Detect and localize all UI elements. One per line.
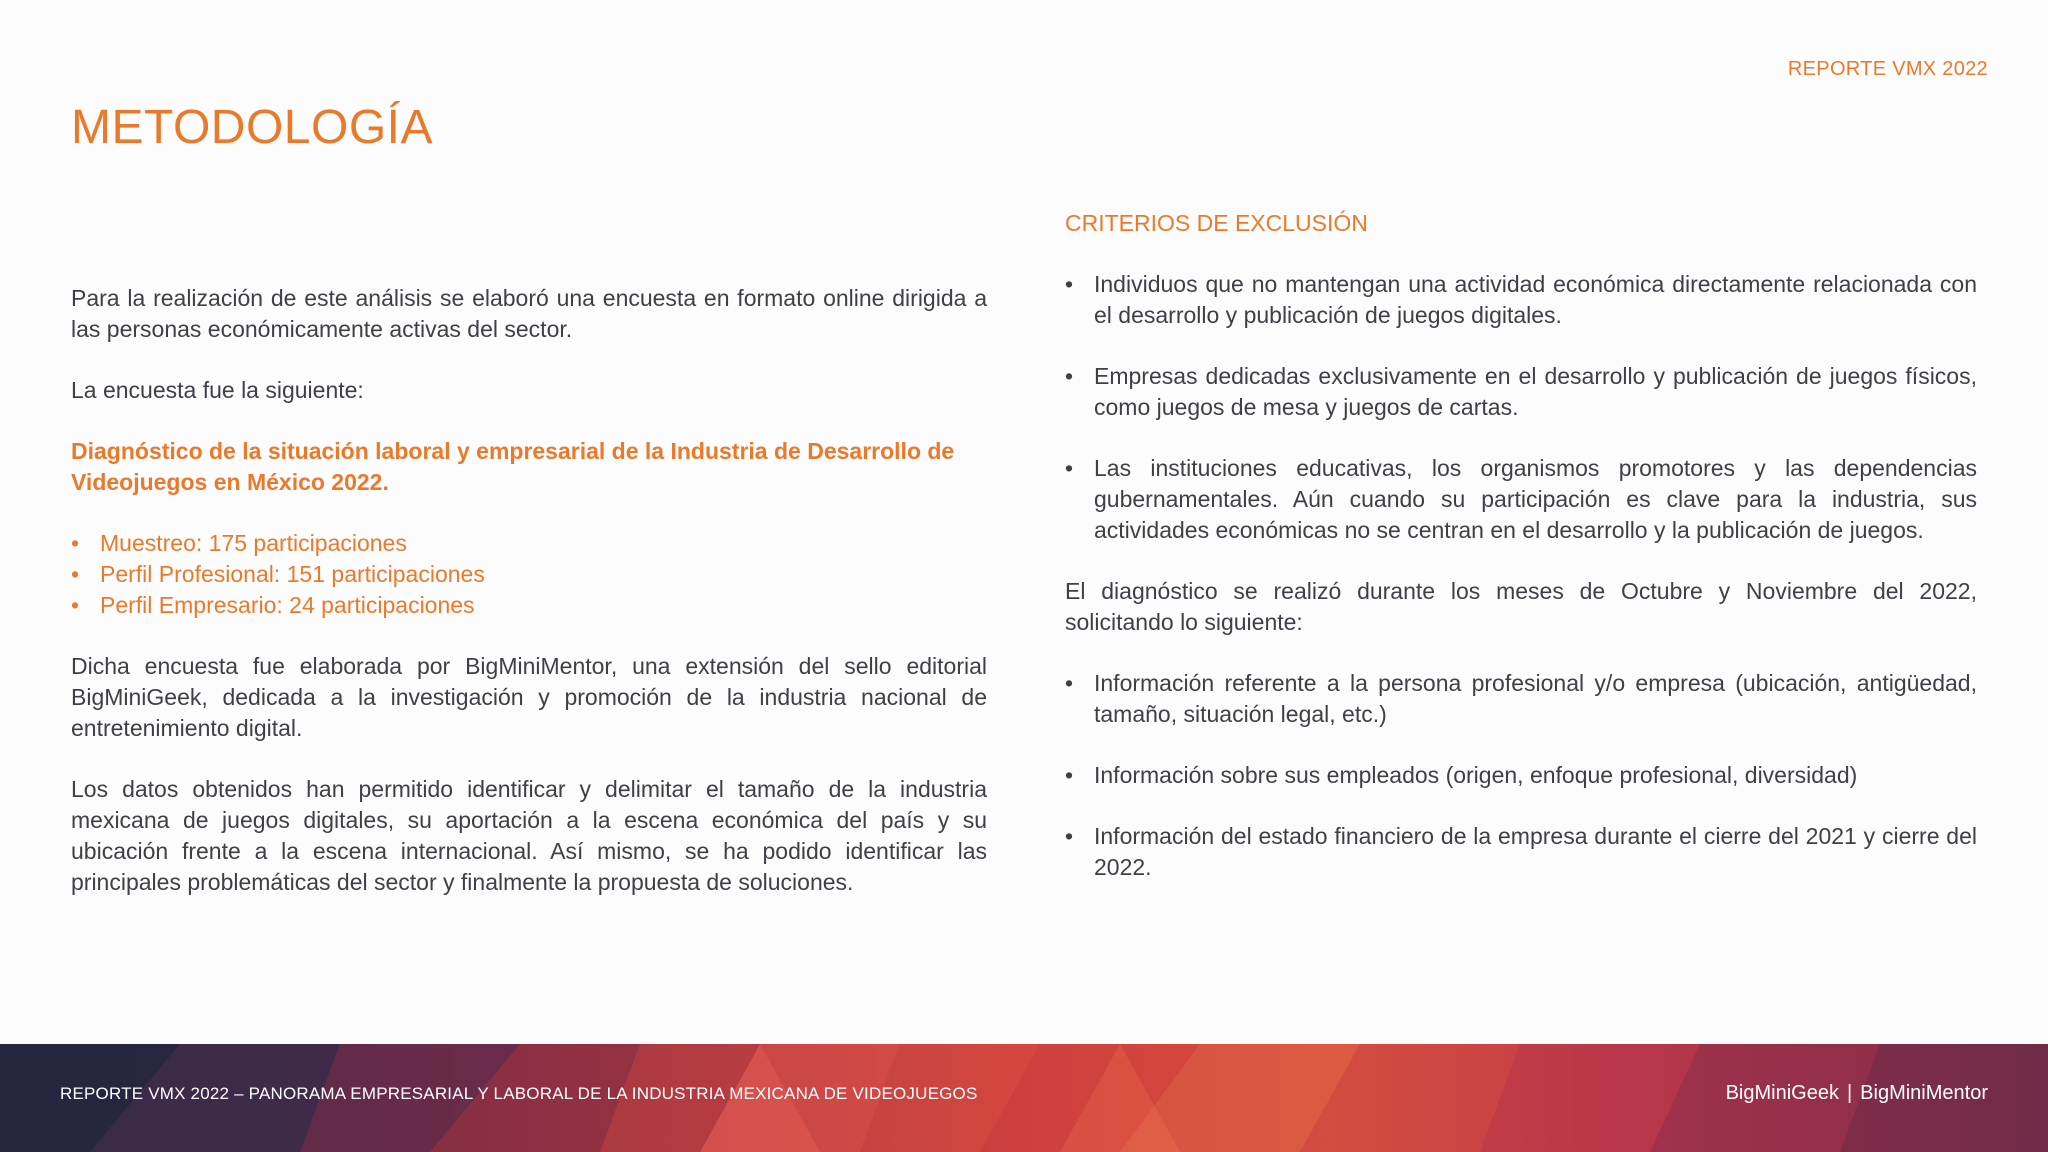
brand-bigminigeek: BigMiniGeek	[1725, 1082, 1839, 1104]
bullet-icon: •	[1065, 271, 1074, 297]
bullet-icon: •	[71, 530, 80, 556]
bullet-icon: •	[1065, 823, 1074, 849]
stat-sample: Muestreo: 175 participaciones	[100, 530, 407, 556]
survey-lead: La encuesta fue la siguiente:	[71, 377, 364, 403]
requests-list	[1065, 668, 1977, 883]
header-report-tag: REPORTE VMX 2022	[1787, 58, 1988, 80]
exclusion-item: Individuos que no mantengan una actividad económica directamente relacionada con el desarrollo y publicación de juegos digitales.	[1094, 271, 1977, 328]
exclusion-item: Las instituciones educativas, los organismos promotores y las dependencias gubernamentales. Aún cuando su participación es clave para la industria, sus actividades económicas no se centran en el desarrollo y la publicación de juegos.	[1094, 455, 1977, 543]
list-item	[1065, 361, 1977, 423]
request-item: Información referente a la persona profesional y/o empresa (ubicación, antigüedad, tamaño, situación legal, etc.)	[1094, 670, 1977, 727]
diagnosis-paragraph: El diagnóstico se realizó durante los meses de Octubre y Noviembre del 2022, solicitando lo siguiente:	[1065, 578, 1977, 635]
bullet-icon: •	[1065, 363, 1074, 389]
brand-separator: |	[1846, 1082, 1853, 1104]
request-item: Información del estado financiero de la empresa durante el cierre del 2021 y cierre del 2022.	[1094, 823, 1977, 880]
bullet-icon: •	[1065, 670, 1074, 696]
bullet-icon: •	[71, 592, 80, 618]
bullet-icon: •	[1065, 762, 1074, 788]
list-item	[1065, 453, 1977, 546]
exclusion-criteria-heading: CRITERIOS DE EXCLUSIÓN	[1065, 210, 1368, 236]
bullet-icon: •	[71, 561, 80, 587]
intro-paragraph: Para la realización de este análisis se elaboró una encuesta en formato online dirigida a las personas económicamente activas del sector.	[71, 285, 987, 342]
page-title: METODOLOGÍA	[71, 101, 434, 154]
exclusion-item: Empresas dedicadas exclusivamente en el desarrollo y publicación de juegos físicos, como juegos de mesa y juegos de cartas.	[1094, 363, 1977, 420]
list-item	[1065, 269, 1977, 331]
right-column	[1065, 208, 1977, 883]
footer-banner	[0, 1044, 2048, 1152]
list-item	[71, 590, 987, 621]
brand-bigminimentor: BigMiniMentor	[1860, 1082, 1988, 1104]
exclusion-list	[1065, 269, 1977, 546]
footer-brands	[1726, 1082, 1988, 1105]
list-item	[1065, 760, 1977, 791]
stat-professional: Perfil Profesional: 151 participaciones	[100, 561, 485, 587]
results-paragraph: Los datos obtenidos han permitido identificar y delimitar el tamaño de la industria mexicana de juegos digitales, su aportación a la escena económica del país y su ubicación frente a la escena internacional. Así mismo, se ha podido identificar las principales problemáticas del sector y finalmente la propuesta de soluciones.	[71, 776, 987, 895]
survey-stats-list	[71, 528, 987, 621]
footer-report-title: REPORTE VMX 2022 – PANORAMA EMPRESARIAL Y LABORAL DE LA INDUSTRIA MEXICANA DE VIDEOJUEGOS	[60, 1084, 978, 1103]
author-paragraph: Dicha encuesta fue elaborada por BigMiniMentor, una extensión del sello editorial BigMiniGeek, dedicada a la investigación y promoción de la industria nacional de entretenimiento digital.	[71, 653, 987, 741]
stat-business: Perfil Empresario: 24 participaciones	[100, 592, 475, 618]
list-item	[1065, 821, 1977, 883]
list-item	[71, 528, 987, 559]
left-column	[71, 283, 987, 928]
bullet-icon: •	[1065, 455, 1074, 481]
list-item	[1065, 668, 1977, 730]
survey-title: Diagnóstico de la situación laboral y empresarial de la Industria de Desarrollo de Videojuegos en México 2022.	[71, 438, 955, 495]
request-item: Información sobre sus empleados (origen, enfoque profesional, diversidad)	[1094, 762, 1858, 788]
list-item	[71, 559, 987, 590]
